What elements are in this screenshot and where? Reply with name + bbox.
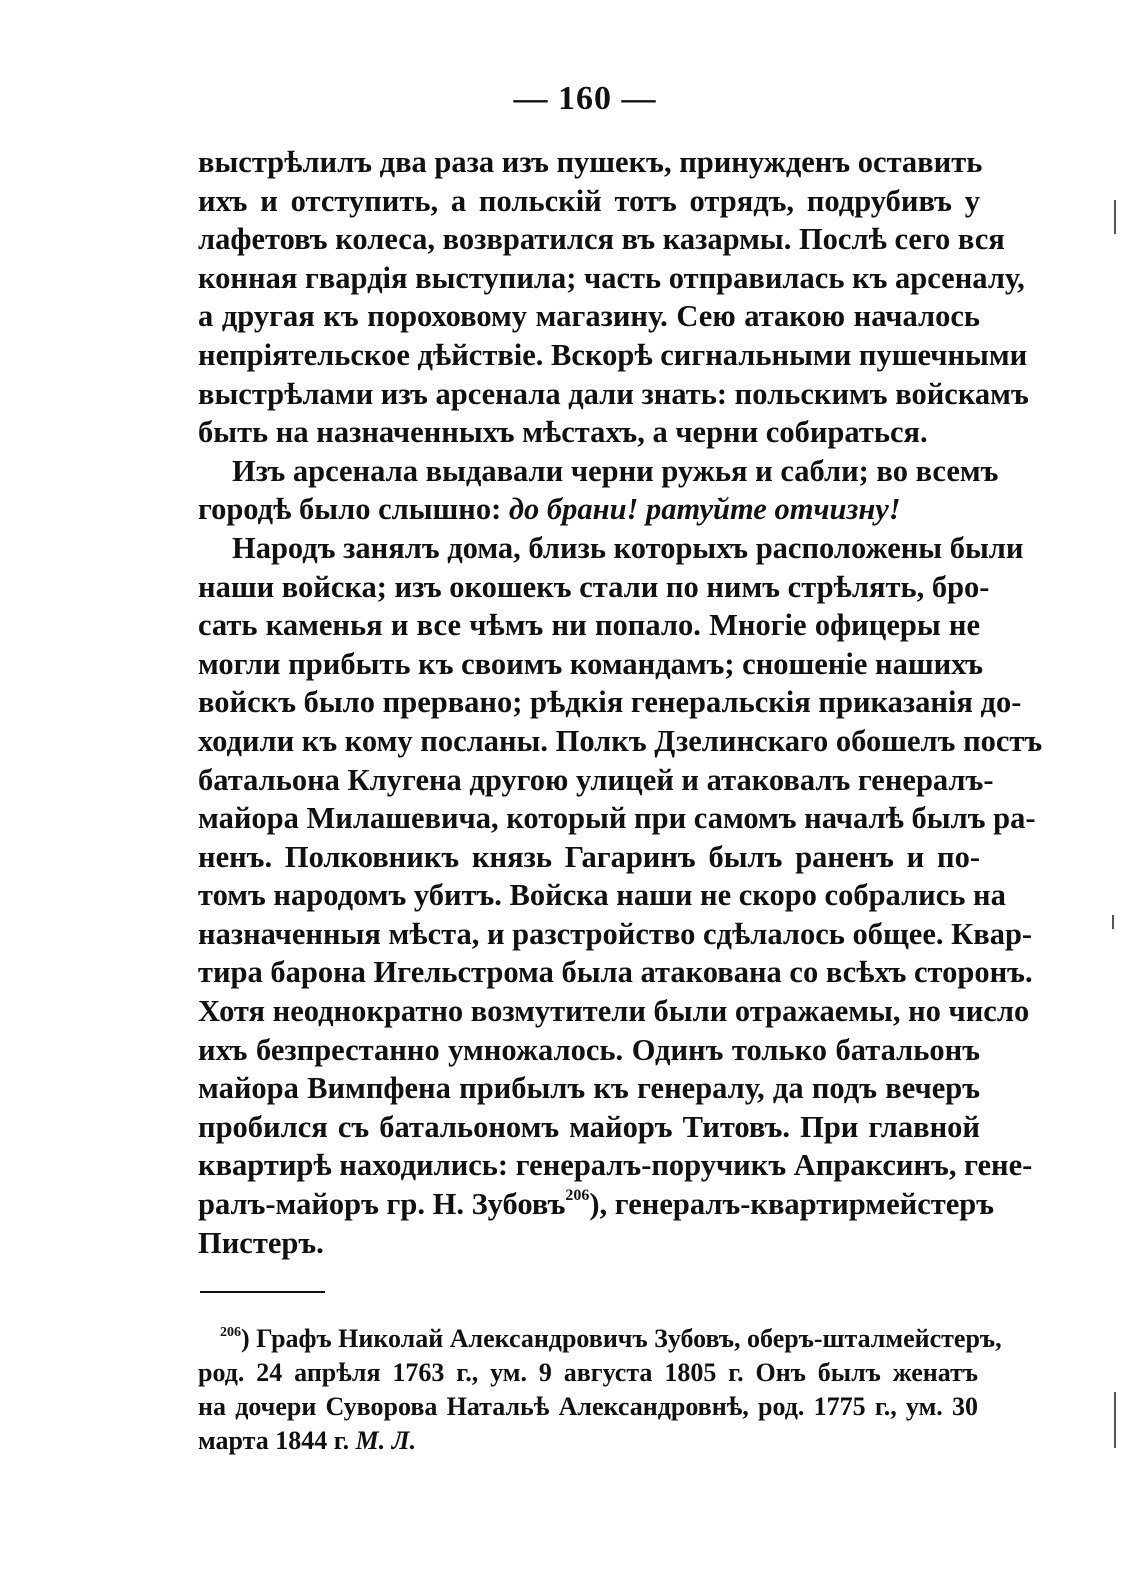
text-line: пробился съ батальономъ майоръ Титовъ. При главной [198,1109,980,1144]
text-line: ходили къ кому посланы. Полкъ Дзелинскаго обошелъ постъ [198,723,1043,758]
paragraph-3 [198,529,1043,1262]
text-line: выстрѣлилъ два раза изъ пушекъ, принужденъ оставить [198,145,983,179]
footnote-signature: М. Л. [355,1426,417,1455]
text-line: сать каменья и все чѣмъ ни попало. Многіе офицеры не [198,608,980,643]
text-line: назначенныя мѣста, и разстройство сдѣлалось общее. Квар- [198,916,1033,951]
page-number: — 160 — [513,80,657,117]
text-line: ненъ. Полковникъ князь Гагаринъ былъ раненъ и по- [198,839,980,874]
text-line: а другая къ пороховому магазину. Сею атакою началось [198,299,980,334]
footnote-line: на дочери Суворова Натальѣ Александровнѣ, род. 1775 г., ум. 30 [198,1392,978,1421]
text-line: непріятельское дѣйствіе. Вскорѣ сигнальными пушечными [198,337,1028,372]
text-line: лафетовъ колеса, возвратился въ казармы. Послѣ сего вся [198,222,1005,257]
footnote-line: род. 24 апрѣля 1763 г., ум. 9 августа 1805 г. Онъ былъ женатъ [198,1358,978,1387]
paragraph-1 [198,143,1029,452]
text-line: майора Милашевича, который при самомъ началѣ былъ ра- [198,801,1036,836]
text-line: конная гвардія выступила; часть отправилась къ арсеналу, [198,260,1025,295]
text-line: тира барона Игельстрома была атакована со всѣхъ сторонъ. [198,955,1033,990]
paragraph-2 [198,452,999,529]
footnote [198,1322,1002,1458]
text-line: наши войска; изъ окошекъ стали по нимъ стрѣлять, бро- [198,569,990,604]
text-line: квартирѣ находились: генералъ-поручикъ Апраксинъ, гене- [198,1148,1033,1183]
text-segment: ралъ-майоръ гр. Н. Зубовъ [198,1187,566,1222]
scan-margin-mark [1114,200,1116,234]
text-line: томъ народомъ убитъ. Войска наши не скоро собрались на [198,878,1006,913]
text-line [198,490,980,529]
footnote-reference[interactable]: 206 [565,1187,590,1205]
text-line: Пистеръ. [198,1225,324,1260]
text-line: батальона Клугена другою улицей и атаковалъ генералъ- [198,762,994,797]
text-segment: ) Графъ Николай Александровичъ Зубовъ, оберъ-шталмейстеръ, [241,1324,1002,1353]
text-line: войскъ было прервано; рѣдкія генеральскія приказанія до- [198,685,1022,720]
text-segment: марта 1844 г. [198,1426,350,1455]
text-line: быть на назначенныхъ мѣстахъ, а черни собираться. [198,415,928,450]
scan-margin-mark [1112,915,1114,929]
text-line: Изъ арсенала выдавали черни ружья и сабли; во всемъ [232,453,999,488]
text-line [198,1185,994,1224]
footnote-line [198,1424,978,1458]
text-segment: ), генералъ-квартирмейстеръ [589,1187,994,1222]
main-text [198,143,1043,1262]
text-line: ихъ и отступить, а польскій тотъ отрядъ, подрубивъ у [198,183,980,218]
text-line: майора Вимпфена прибылъ къ генералу, да подъ вечеръ [198,1071,980,1106]
text-line: Народъ занялъ дома, близь которыхъ расположены были [232,530,1024,565]
text-line: выстрѣлами изъ арсенала дали знать: польскимъ войскамъ [198,376,1029,411]
text-line: Хотя неоднократно возмутители были отражаемы, но число [198,994,1030,1029]
footnote-mark: 206 [220,1325,241,1340]
text-line: ихъ безпрестанно умножалось. Одинъ только батальонъ [198,1032,980,1067]
scan-margin-mark [1114,1392,1116,1448]
footnote-line [198,1322,1002,1356]
text-line: могли прибыть къ своимъ командамъ; сношеніе нашихъ [198,646,984,681]
footnote-divider [200,1291,325,1293]
text-segment: городѣ было слышно: [198,492,502,527]
italic-exclamation: до брани! ратуйте отчизну! [508,492,901,527]
